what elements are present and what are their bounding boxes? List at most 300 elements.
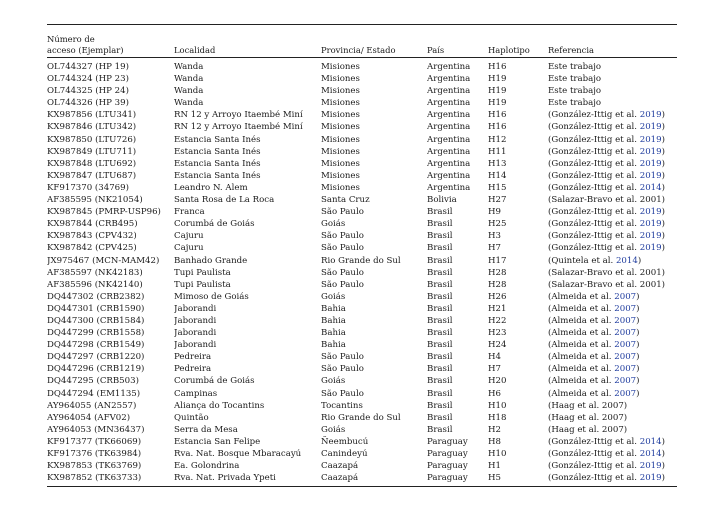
reference-year-link[interactable]: 2007 — [614, 303, 637, 314]
accession-cell: AY964055 (AN2557) — [47, 400, 137, 411]
accession-cell: AF385597 (NK42183) — [47, 267, 143, 278]
haplotype-cell: H16 — [488, 62, 507, 72]
reference-year-link[interactable]: 2019 — [639, 473, 662, 484]
reference-year-link[interactable]: 2019 — [639, 110, 662, 121]
reference-close: ) — [661, 146, 665, 157]
locality-cell: Wanda — [174, 98, 204, 109]
reference-cell — [548, 424, 677, 436]
reference-text: (Salazar-Bravo et al. 2001) — [548, 279, 666, 290]
header-reference: Referencia — [548, 44, 595, 55]
reference-text: (Haag et al. 2007) — [548, 400, 628, 411]
reference-cell — [548, 146, 677, 158]
reference-text: (González-Ittig et al. — [548, 231, 640, 242]
reference-cell — [548, 158, 677, 170]
accession-cell: KF917370 (34769) — [47, 182, 129, 193]
province-cell: Ñeembucú — [321, 436, 369, 447]
province-cell: Misiones — [321, 98, 360, 109]
province-cell: São Paulo — [321, 231, 364, 242]
reference-cell — [548, 460, 677, 472]
reference-year-link[interactable]: 2014 — [639, 182, 662, 193]
reference-text: (Almeida et al. — [548, 315, 615, 326]
reference-close: ) — [661, 158, 665, 169]
haplotype-cell: H28 — [488, 279, 507, 290]
reference-cell — [548, 85, 677, 97]
haplotype-cell: H8 — [488, 436, 501, 447]
reference-year-link[interactable]: 2007 — [614, 376, 637, 387]
locality-cell: Santa Rosa de La Roca — [174, 195, 275, 206]
reference-year-link[interactable]: 2019 — [639, 461, 662, 472]
reference-cell — [548, 448, 677, 460]
locality-cell: Cajuru — [174, 231, 204, 242]
locality-cell: Franca — [174, 207, 205, 218]
locality-cell: Jaborandi — [174, 303, 217, 314]
accession-cell: OL744326 (HP 39) — [47, 98, 129, 109]
header-country: País — [427, 44, 445, 55]
country-cell: Argentina — [427, 98, 471, 109]
reference-year-link[interactable]: 2014 — [639, 449, 662, 459]
province-cell: Misiones — [321, 86, 360, 97]
province-cell: Bahia — [321, 315, 346, 326]
reference-year-link[interactable]: 2019 — [639, 207, 662, 218]
country-cell: Brasil — [427, 376, 453, 387]
country-cell: Argentina — [427, 122, 471, 133]
reference-cell — [548, 339, 677, 351]
reference-text: Este trabajo — [548, 74, 602, 85]
province-cell: São Paulo — [321, 267, 364, 278]
province-cell: São Paulo — [321, 388, 364, 399]
table-row — [47, 255, 677, 267]
locality-cell: Serra da Mesa — [174, 424, 238, 435]
accession-cell: DQ447295 (CRB503) — [47, 376, 139, 387]
table-row — [47, 73, 677, 85]
table-row — [47, 291, 677, 303]
accession-cell: KX987856 (LTU341) — [47, 110, 137, 121]
table-row — [47, 194, 677, 206]
reference-cell — [548, 97, 677, 109]
accession-cell: KX987852 (TK63733) — [47, 473, 142, 484]
header-accession: Número de acceso (Ejemplar) — [47, 34, 124, 55]
accession-cell: KX987845 (PMRP-USP96) — [47, 207, 161, 218]
table-row — [47, 158, 677, 170]
table-row — [47, 85, 677, 97]
accession-cell: JX975467 (MCN-MAM42) — [47, 255, 160, 266]
reference-text: (Quintela et al. — [548, 255, 616, 266]
accession-cell: DQ447300 (CRB1584) — [47, 315, 145, 326]
table-header-rule — [47, 57, 677, 58]
reference-text: (Almeida et al. — [548, 291, 615, 302]
reference-text: (Almeida et al. — [548, 388, 615, 399]
reference-close: ) — [636, 291, 640, 302]
table-row — [47, 170, 677, 182]
reference-cell — [548, 279, 677, 291]
reference-cell — [548, 206, 677, 218]
province-cell: Bahia — [321, 303, 346, 314]
country-cell: Brasil — [427, 303, 453, 314]
reference-cell — [548, 255, 677, 267]
haplotype-cell: H7 — [488, 243, 501, 254]
reference-close: ) — [661, 436, 665, 447]
country-cell: Paraguay — [427, 449, 468, 459]
country-cell: Paraguay — [427, 473, 468, 484]
reference-close: ) — [661, 182, 665, 193]
country-cell: Brasil — [427, 267, 453, 278]
province-cell: Goiás — [321, 376, 346, 387]
reference-cell — [548, 194, 677, 206]
province-cell: Misiones — [321, 122, 360, 133]
accession-cell: AF385596 (NK42140) — [47, 279, 143, 290]
reference-close: ) — [661, 207, 665, 218]
locality-cell: Jaborandi — [174, 328, 217, 339]
locality-cell: Jaborandi — [174, 340, 217, 351]
accession-cell: KX987842 (CPV425) — [47, 243, 137, 254]
accession-cell: DQ447296 (CRB1219) — [47, 364, 145, 375]
country-cell: Brasil — [427, 328, 453, 339]
accession-cell: KX987844 (CRB495) — [47, 219, 138, 230]
haplotype-cell: H5 — [488, 473, 501, 484]
locality-cell: Estancia Santa Inés — [174, 158, 261, 169]
table-row — [47, 134, 677, 146]
country-cell: Brasil — [427, 388, 453, 399]
reference-year-link[interactable]: 2019 — [639, 170, 662, 181]
reference-close: ) — [636, 303, 640, 314]
haplotype-cell: H3 — [488, 231, 501, 242]
accession-cell: AY964054 (AFV02) — [47, 412, 131, 423]
country-cell: Argentina — [427, 182, 471, 193]
accession-cell: OL744324 (HP 23) — [47, 74, 129, 85]
province-cell: Santa Cruz — [321, 195, 370, 206]
haplotype-cell: H4 — [488, 352, 501, 363]
reference-year-link[interactable]: 2007 — [614, 364, 637, 375]
reference-year-link[interactable]: 2019 — [639, 243, 662, 254]
country-cell: Brasil — [427, 352, 453, 363]
country-cell: Brasil — [427, 364, 453, 375]
accession-cell: DQ447302 (CRB2382) — [47, 291, 145, 302]
table-row — [47, 375, 677, 387]
reference-text: Este trabajo — [548, 62, 602, 72]
reference-cell — [548, 267, 677, 279]
province-cell: Misiones — [321, 182, 360, 193]
header-province: Provincia/ Estado — [321, 44, 396, 55]
locality-cell: Tupi Paulista — [174, 279, 231, 290]
reference-close: ) — [636, 340, 640, 351]
country-cell: Argentina — [427, 134, 471, 145]
table-row — [47, 279, 677, 291]
province-cell: Misiones — [321, 146, 360, 157]
reference-close: ) — [661, 134, 665, 145]
country-cell: Argentina — [427, 170, 471, 181]
locality-cell: Banhado Grande — [174, 255, 248, 266]
accession-cell: DQ447297 (CRB1220) — [47, 352, 145, 363]
country-cell: Brasil — [427, 412, 453, 423]
reference-year-link[interactable]: 2019 — [639, 134, 662, 145]
reference-close: ) — [636, 352, 640, 363]
province-cell: Caazapá — [321, 473, 359, 484]
haplotype-cell: H1 — [488, 461, 501, 472]
table-row — [47, 303, 677, 315]
table-row — [47, 230, 677, 242]
reference-year-link[interactable]: 2007 — [614, 315, 637, 326]
accession-cell: KX987850 (LTU726) — [47, 134, 137, 145]
locality-cell: Estancia Santa Inés — [174, 170, 261, 181]
reference-text: Este trabajo — [548, 98, 602, 109]
reference-year-link[interactable]: 2019 — [639, 231, 662, 242]
locality-cell: Ea. Golondrina — [174, 461, 240, 472]
reference-text: (González-Ittig et al. — [548, 473, 640, 484]
table-body — [47, 61, 677, 484]
table-row — [47, 97, 677, 109]
haplotype-cell: H12 — [488, 134, 507, 145]
province-cell: Rio Grande do Sul — [321, 255, 401, 266]
province-cell: Misiones — [321, 74, 360, 85]
reference-text: (Almeida et al. — [548, 364, 615, 375]
reference-text: (González-Ittig et al. — [548, 170, 640, 181]
reference-year-link[interactable]: 2019 — [639, 219, 662, 230]
country-cell: Brasil — [427, 400, 453, 411]
haplotype-cell: H7 — [488, 364, 501, 375]
reference-cell — [548, 134, 677, 146]
locality-cell: Wanda — [174, 86, 204, 97]
haplotype-cell: H10 — [488, 400, 507, 411]
table-row — [47, 448, 677, 460]
accession-cell: KX987853 (TK63769) — [47, 461, 142, 472]
haplotype-cell: H16 — [488, 110, 507, 121]
reference-close: ) — [636, 376, 640, 387]
reference-cell — [548, 109, 677, 121]
country-cell: Brasil — [427, 291, 453, 302]
province-cell: Misiones — [321, 134, 360, 145]
reference-close: ) — [636, 388, 640, 399]
country-cell: Brasil — [427, 279, 453, 290]
province-cell: Caazapá — [321, 461, 359, 472]
locality-cell: Estancia San Felipe — [174, 436, 261, 447]
province-cell: Goiás — [321, 291, 346, 302]
reference-year-link[interactable]: 2014 — [615, 255, 638, 266]
province-cell: Rio Grande do Sul — [321, 412, 401, 423]
reference-text: (González-Ittig et al. — [548, 243, 640, 254]
reference-text: (Almeida et al. — [548, 303, 615, 314]
table-row — [47, 242, 677, 254]
locality-cell: Corumbá de Goiás — [174, 219, 255, 230]
reference-cell — [548, 121, 677, 133]
locality-cell: Estancia Santa Inés — [174, 134, 261, 145]
reference-cell — [548, 291, 677, 303]
reference-close: ) — [661, 122, 665, 133]
country-cell: Paraguay — [427, 461, 468, 472]
table-bottom-rule — [47, 486, 677, 487]
reference-cell — [548, 388, 677, 400]
reference-cell — [548, 315, 677, 327]
locality-cell: Estancia Santa Inés — [174, 146, 261, 157]
accession-cell: AF385595 (NK21054) — [47, 195, 143, 206]
accession-cell: KX987843 (CPV432) — [47, 231, 137, 242]
reference-cell — [548, 61, 677, 73]
table-row — [47, 388, 677, 400]
reference-text: (Haag et al. 2007) — [548, 424, 628, 435]
province-cell: Tocantins — [321, 400, 363, 411]
country-cell: Bolivia — [427, 195, 457, 206]
country-cell: Brasil — [427, 255, 453, 266]
country-cell: Brasil — [427, 340, 453, 351]
haplotype-cell: H24 — [488, 340, 507, 351]
reference-cell — [548, 400, 677, 412]
reference-year-link[interactable]: 2019 — [639, 122, 662, 133]
table-row — [47, 267, 677, 279]
reference-text: (Almeida et al. — [548, 340, 615, 351]
table-row — [47, 315, 677, 327]
reference-text: Este trabajo — [548, 86, 602, 97]
reference-close: ) — [661, 243, 665, 254]
table-row — [47, 182, 677, 194]
haplotype-cell: H19 — [488, 74, 507, 85]
country-cell: Brasil — [427, 231, 453, 242]
reference-year-link[interactable]: 2019 — [639, 158, 662, 169]
reference-cell — [548, 472, 677, 484]
reference-close: ) — [661, 449, 665, 459]
province-cell: Bahia — [321, 328, 346, 339]
table-row — [47, 146, 677, 158]
reference-cell — [548, 436, 677, 448]
reference-cell — [548, 363, 677, 375]
reference-text: (Almeida et al. — [548, 352, 615, 363]
haplotype-cell: H14 — [488, 170, 507, 181]
locality-cell: RN 12 y Arroyo Itaembé Miní — [174, 122, 303, 133]
province-cell: São Paulo — [321, 207, 364, 218]
table-row — [47, 412, 677, 424]
reference-text: (González-Ittig et al. — [548, 122, 640, 133]
haplotype-cell: H6 — [488, 388, 501, 399]
reference-year-link[interactable]: 2007 — [614, 291, 637, 302]
province-cell: São Paulo — [321, 364, 364, 375]
reference-year-link[interactable]: 2014 — [639, 436, 662, 447]
locality-cell: Campinas — [174, 388, 218, 399]
reference-cell — [548, 73, 677, 85]
province-cell: Misiones — [321, 158, 360, 169]
haplotype-cell: H23 — [488, 328, 507, 339]
table-row — [47, 61, 677, 73]
accession-cell: DQ447298 (CRB1549) — [47, 340, 145, 351]
haplotype-cell: H27 — [488, 195, 507, 206]
haplotype-cell: H19 — [488, 98, 507, 109]
reference-text: (González-Ittig et al. — [548, 182, 640, 193]
table-row — [47, 121, 677, 133]
reference-text: (González-Ittig et al. — [548, 146, 640, 157]
reference-cell — [548, 327, 677, 339]
reference-cell — [548, 351, 677, 363]
reference-close: ) — [636, 364, 640, 375]
reference-year-link[interactable]: 2007 — [614, 352, 637, 363]
country-cell: Argentina — [427, 86, 471, 97]
reference-close: ) — [661, 461, 665, 472]
accession-cell: KX987847 (LTU687) — [47, 170, 137, 181]
locality-cell: Jaborandi — [174, 315, 217, 326]
locality-cell: Leandro N. Alem — [174, 182, 248, 193]
province-cell: Bahia — [321, 340, 346, 351]
accession-cell: AY964053 (MN36437) — [47, 424, 145, 435]
locality-cell: Tupi Paulista — [174, 267, 231, 278]
table-row — [47, 218, 677, 230]
table-row — [47, 436, 677, 448]
accession-cell: KX987849 (LTU711) — [47, 146, 137, 157]
header-locality: Localidad — [174, 44, 216, 55]
country-cell: Argentina — [427, 62, 471, 72]
reference-close: ) — [636, 328, 640, 339]
reference-text: (Almeida et al. — [548, 328, 615, 339]
reference-cell — [548, 375, 677, 387]
locality-cell: Rva. Nat. Privada Ypeti — [174, 473, 276, 484]
reference-text: (González-Ittig et al. — [548, 110, 640, 121]
province-cell: São Paulo — [321, 279, 364, 290]
haplotype-cell: H10 — [488, 449, 507, 459]
reference-year-link[interactable]: 2007 — [614, 388, 637, 399]
province-cell: Misiones — [321, 110, 360, 121]
country-cell: Argentina — [427, 146, 471, 157]
accession-cell: OL744325 (HP 24) — [47, 86, 129, 97]
reference-text: (González-Ittig et al. — [548, 158, 640, 169]
haplotype-cell: H28 — [488, 267, 507, 278]
table-row — [47, 351, 677, 363]
table-row — [47, 109, 677, 121]
reference-cell — [548, 242, 677, 254]
haplotype-cell: H20 — [488, 376, 507, 387]
haplotype-cell: H18 — [488, 412, 507, 423]
haplotype-cell: H22 — [488, 315, 507, 326]
accession-cell: DQ447299 (CRB1558) — [47, 328, 145, 339]
reference-close: ) — [661, 170, 665, 181]
haplotype-cell: H19 — [488, 86, 507, 97]
reference-text: (González-Ittig et al. — [548, 134, 640, 145]
reference-close: ) — [661, 473, 665, 484]
reference-close: ) — [636, 315, 640, 326]
accession-cell: DQ447301 (CRB1590) — [47, 303, 145, 314]
reference-text: (González-Ittig et al. — [548, 449, 640, 459]
reference-cell — [548, 230, 677, 242]
haplotype-table — [47, 24, 677, 487]
country-cell: Brasil — [427, 315, 453, 326]
accession-cell: KF917377 (TK66069) — [47, 436, 142, 447]
province-cell: Misiones — [321, 170, 360, 181]
haplotype-cell: H21 — [488, 303, 507, 314]
table-row — [47, 472, 677, 484]
reference-year-link[interactable]: 2007 — [614, 340, 637, 351]
reference-text: (Haag et al. 2007) — [548, 412, 628, 423]
reference-close: ) — [661, 110, 665, 121]
reference-cell — [548, 303, 677, 315]
locality-cell: Wanda — [174, 62, 204, 72]
table-row — [47, 460, 677, 472]
locality-cell: Pedreira — [174, 352, 212, 363]
locality-cell: Aliança do Tocantins — [174, 400, 265, 411]
reference-text: (Almeida et al. — [548, 376, 615, 387]
haplotype-cell: H11 — [488, 146, 507, 157]
haplotype-cell: H25 — [488, 219, 507, 230]
haplotype-cell: H13 — [488, 158, 507, 169]
reference-text: (González-Ittig et al. — [548, 436, 640, 447]
country-cell: Brasil — [427, 207, 453, 218]
reference-year-link[interactable]: 2019 — [639, 146, 662, 157]
accession-cell: KX987848 (LTU692) — [47, 158, 137, 169]
reference-year-link[interactable]: 2007 — [614, 328, 637, 339]
table-row — [47, 327, 677, 339]
country-cell: Argentina — [427, 74, 471, 85]
table-row — [47, 339, 677, 351]
table-row — [47, 400, 677, 412]
locality-cell: Quintão — [174, 412, 209, 423]
locality-cell: Corumbá de Goiás — [174, 376, 255, 387]
accession-cell: OL744327 (HP 19) — [47, 62, 129, 72]
reference-close: ) — [637, 255, 642, 266]
accession-cell: KX987846 (LTU342) — [47, 122, 137, 133]
country-cell: Argentina — [427, 110, 471, 121]
